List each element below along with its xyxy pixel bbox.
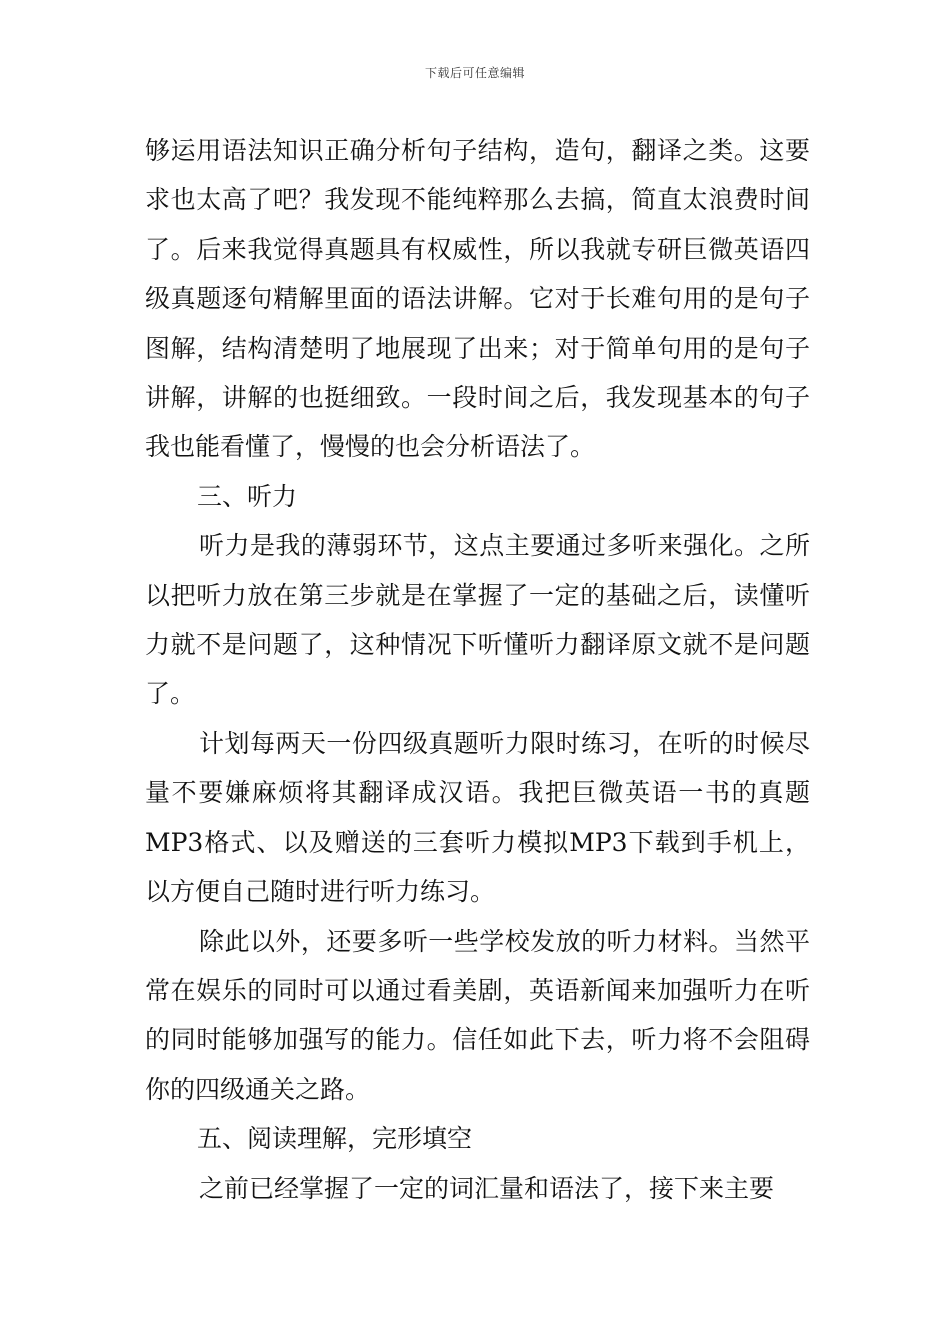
- paragraph-grammar-continued: 够运用语法知识正确分析句子结构，造句，翻译之类。这要求也太高了吧？我发现不能纯粹那么去搞，简直太浪费时间了。后来我觉得真题具有权威性，所以我就专研巨微英语四级真题逐句精解里面的语法讲解。它对于长难句用的是句子图解，结构清楚明了地展现了出来；对于简单句用的是句子讲解，讲解的也挺细致。一段时间之后，我发现基本的句子我也能看懂了，慢慢的也会分析语法了。: [145, 136, 810, 462]
- paragraph-listening-extra: 除此以外，还要多听一些学校发放的听力材料。当然平常在娱乐的同时可以通过看美剧，英语新闻来加强听力在听的同时能够加强写的能力。信任如此下去，听力将不会阻碍你的四级通关之路。: [145, 926, 810, 1104]
- section-heading-reading: 五、阅读理解，完形填空: [197, 1124, 473, 1154]
- paragraph-reading-intro: 之前已经掌握了一定的词汇量和语法了，接下来主要: [199, 1173, 775, 1203]
- paragraph-listening-plan: 计划每两天一份四级真题听力限时练习，在听的时候尽量不要嫌麻烦将其翻译成汉语。我把巨微英语一书的真题MP3格式、以及赠送的三套听力模拟MP3下载到手机上，以方便自己随时进行听力练习。: [145, 728, 810, 907]
- page-header: 下载后可任意编辑: [424, 66, 525, 80]
- paragraph-listening-intro: 听力是我的薄弱环节，这点主要通过多听来强化。之所以把听力放在第三步就是在掌握了一定的基础之后，读懂听力就不是问题了，这种情况下听懂听力翻译原文就不是问题了。: [145, 531, 810, 709]
- document-body: [145, 126, 810, 1213]
- section-heading-listening: 三、听力: [197, 481, 298, 511]
